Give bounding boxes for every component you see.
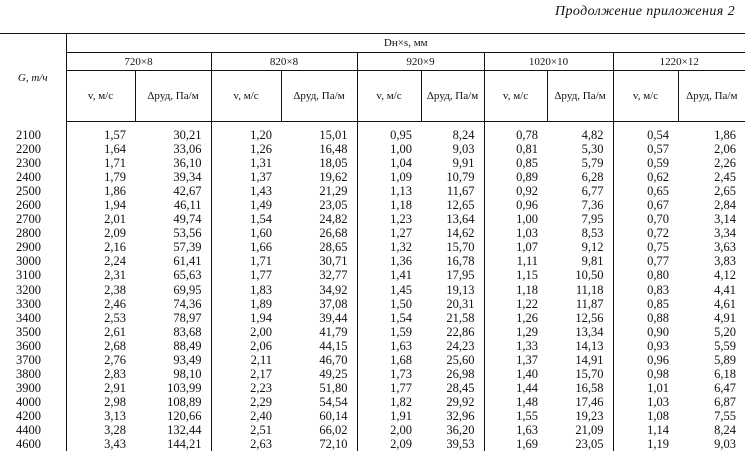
pressure-drop-cell: 57,39 [173,240,202,255]
pressure-drop-cell: 74,36 [173,296,202,311]
pressure-drop-cell: 21,58 [446,310,475,325]
pressure-drop-cell: 6,77 [581,184,604,199]
pressure-drop-cell: 51,80 [319,380,348,395]
flow-rate-cell: 3500 [0,325,66,339]
flow-rate-cell: 2800 [0,226,66,240]
table-row [0,268,745,282]
pressure-drop-cell: 88,49 [173,338,202,353]
velocity-cell: 2,01 [104,212,126,227]
velocity-cell: 1,22 [484,297,547,311]
pressure-drop-cell: 54,54 [319,394,348,409]
velocity-cell: 1,86 [104,184,126,199]
velocity-cell: 2,00 [357,423,421,437]
pressure-drop-cell: 23,05 [319,198,348,213]
pressure-drop-cell: 17,95 [446,268,475,283]
velocity-cell: 1,36 [357,254,421,268]
velocity-cell: 2,63 [211,437,281,451]
pressure-drop-cell: 39,44 [319,310,348,325]
pressure-drop-cell: 9,81 [581,254,604,269]
velocity-cell: 1,82 [357,395,421,409]
flow-rate-cell: 3200 [0,283,66,297]
flow-rate-cell: 3600 [0,339,66,353]
pressure-drop-cell: 7,95 [581,212,604,227]
pressure-drop-cell: 4,12 [714,268,737,283]
pressure-drop-cell: 11,67 [446,184,475,199]
velocity-cell: 1,00 [484,212,547,226]
velocity-cell: 1,94 [104,198,126,213]
pressure-drop-cell: 6,87 [714,394,737,409]
velocity-cell: 0,90 [613,325,678,339]
flow-rate-cell: 2200 [0,142,66,156]
velocity-cell: 0,54 [613,128,678,142]
dims-header: Dн×s, мм [66,34,745,53]
pressure-drop-cell: 12,56 [575,310,604,325]
velocity-cell: 1,26 [484,311,547,325]
velocity-cell: 0,83 [613,283,678,297]
velocity-cell: 0,70 [613,212,678,226]
pressure-drop-cell: 16,78 [446,254,475,269]
velocity-cell: 0,57 [613,142,678,156]
table-row [0,156,745,170]
table-row [0,381,745,395]
pressure-drop-cell: 7,36 [581,198,604,213]
flow-rate-cell: 3400 [0,311,66,325]
velocity-cell: 1,26 [211,142,281,156]
pressure-drop-cell: 10,50 [575,268,604,283]
velocity-cell: 1,59 [357,325,421,339]
pressure-drop-cell: 5,79 [581,156,604,171]
pressure-drop-cell: 3,63 [714,240,737,255]
velocity-cell: 1,50 [357,297,421,311]
velocity-cell: 2,68 [104,338,126,353]
pressure-drop-cell: 4,91 [714,310,737,325]
velocity-cell: 2,51 [211,423,281,437]
pressure-drop-cell: 26,98 [446,366,475,381]
pressure-drop-cell: 65,63 [173,268,202,283]
pressure-drop-cell: 26,68 [319,226,348,241]
pressure-drop-cell: 7,55 [714,408,737,423]
pressure-drop-cell: 2,45 [714,170,737,185]
velocity-cell: 1,37 [211,170,281,184]
velocity-cell: 2,40 [211,409,281,423]
pressure-drop-cell: 12,65 [446,198,475,213]
flow-rate-cell: 4000 [0,395,66,409]
pressure-drop-cell: 23,05 [575,437,604,451]
velocity-cell: 2,09 [357,437,421,451]
velocity-cell: 0,85 [613,297,678,311]
table-row [0,423,745,437]
velocity-cell: 1,08 [613,409,678,423]
pressure-drop-cell: 4,82 [581,128,604,143]
pressure-drop-cell: 60,14 [319,408,348,423]
velocity-cell: 0,88 [613,311,678,325]
flow-rate-cell: 2100 [0,128,66,142]
pressure-drop-cell: 108,89 [167,394,202,409]
pressure-drop-cell: 5,20 [714,324,737,339]
pressure-drop-cell: 15,70 [446,240,475,255]
pressure-drop-cell: 49,25 [319,366,348,381]
velocity-cell: 1,04 [357,156,421,170]
flow-rate-cell: 3700 [0,353,66,367]
pressure-drop-cell: 25,60 [446,352,475,367]
velocity-cell: 1,49 [211,198,281,212]
velocity-cell: 1,66 [211,240,281,254]
velocity-cell: 1,43 [211,184,281,198]
pressure-drop-cell: 69,95 [173,282,202,297]
pipe-size-header: 820×8 [211,53,357,71]
pressure-drop-cell: 5,89 [714,352,737,367]
velocity-cell: 0,72 [613,226,678,240]
velocity-cell: 3,13 [104,408,126,423]
table-row [0,283,745,297]
velocity-cell: 1,64 [104,142,126,157]
pressure-drop-cell: 53,56 [173,226,202,241]
flow-rate-cell: 4400 [0,423,66,437]
pipe-size-header: 1020×10 [484,53,613,71]
table-row [0,325,745,339]
pressure-drop-cell: 132,44 [167,423,202,437]
velocity-cell: 1,68 [357,353,421,367]
pressure-drop-cell: 103,99 [167,380,202,395]
pressure-drop-cell: 98,10 [173,366,202,381]
velocity-cell: 1,54 [211,212,281,226]
pressure-drop-cell: 29,92 [446,394,475,409]
velocity-cell: 2,98 [104,394,126,409]
pressure-drop-cell: 9,03 [714,437,737,451]
pressure-drop-cell: 9,91 [452,156,475,171]
velocity-header: v, м/с [613,71,678,122]
pressure-drop-cell: 4,61 [714,296,737,311]
pressure-drop-cell: 39,53 [446,437,475,451]
pressure-drop-cell: 5,30 [581,142,604,157]
flow-rate-cell: 3300 [0,297,66,311]
pressure-drop-header: Δpуд, Па/м [281,71,357,122]
table-row [0,311,745,325]
pressure-drop-cell: 19,23 [575,408,604,423]
pressure-drop-cell: 36,10 [173,156,202,171]
flow-rate-cell: 2700 [0,212,66,226]
velocity-cell: 1,48 [484,395,547,409]
pressure-drop-cell: 11,18 [575,282,604,297]
velocity-cell: 1,77 [211,268,281,282]
pressure-drop-cell: 24,23 [446,338,475,353]
velocity-cell: 2,91 [104,380,126,395]
velocity-cell: 1,89 [211,297,281,311]
pressure-drop-cell: 3,34 [714,226,737,241]
velocity-cell: 0,62 [613,170,678,184]
pressure-drop-cell: 24,82 [319,212,348,227]
velocity-cell: 1,18 [357,198,421,212]
velocity-cell: 1,00 [357,142,421,156]
pressure-drop-cell: 2,06 [714,142,737,157]
pressure-drop-cell: 2,65 [714,184,737,199]
velocity-cell: 1,71 [104,156,126,171]
pressure-drop-cell: 8,24 [452,128,475,143]
pipe-size-header: 720×8 [66,53,211,71]
velocity-cell: 1,41 [357,268,421,282]
velocity-cell: 1,79 [104,170,126,185]
pressure-drop-cell: 19,62 [319,170,348,185]
velocity-cell: 2,53 [104,310,126,325]
velocity-cell: 0,89 [484,170,547,184]
velocity-cell: 1,91 [357,409,421,423]
velocity-cell: 1,60 [211,226,281,240]
pressure-drop-cell: 3,14 [714,212,737,227]
pressure-drop-cell: 21,09 [575,423,604,437]
pressure-drop-cell: 11,87 [575,296,604,311]
velocity-cell: 2,76 [104,352,126,367]
velocity-cell: 2,46 [104,296,126,311]
flow-rate-cell: 4600 [0,437,66,451]
velocity-cell: 1,73 [357,367,421,381]
velocity-cell: 3,43 [104,437,126,451]
pressure-drop-header: Δpуд, Па/м [421,71,484,122]
velocity-cell: 1,19 [613,437,678,451]
table-row [0,353,745,367]
pressure-drop-cell: 36,20 [446,423,475,437]
velocity-cell: 0,75 [613,240,678,254]
pressure-drop-cell: 9,03 [452,142,475,157]
velocity-cell: 0,65 [613,184,678,198]
pressure-drop-cell: 39,34 [173,170,202,185]
velocity-cell: 0,92 [484,184,547,198]
velocity-cell: 2,29 [211,395,281,409]
pressure-drop-cell: 17,46 [575,394,604,409]
velocity-cell: 1,63 [484,423,547,437]
velocity-cell: 2,11 [211,353,281,367]
pressure-drop-cell: 33,06 [173,142,202,157]
table-row [0,339,745,353]
pressure-drop-header: Δpуд, Па/м [135,71,211,122]
pressure-drop-cell: 37,08 [319,296,348,311]
pressure-drop-cell: 10,79 [446,170,475,185]
velocity-cell: 0,81 [484,142,547,156]
flow-rate-cell: 2900 [0,240,66,254]
velocity-cell: 1,37 [484,353,547,367]
flow-rate-cell: 2400 [0,170,66,184]
velocity-cell: 0,96 [484,198,547,212]
velocity-header: v, м/с [357,71,421,122]
g-column-header: G, т/ч [0,34,66,122]
pressure-drop-cell: 14,91 [575,352,604,367]
pressure-drop-cell: 41,79 [319,324,348,339]
velocity-cell: 2,38 [104,282,126,297]
velocity-cell: 1,54 [357,311,421,325]
velocity-cell: 2,61 [104,324,126,339]
velocity-cell: 1,77 [357,381,421,395]
pressure-drop-cell: 8,24 [714,423,737,437]
pressure-drop-cell: 6,47 [714,380,737,395]
velocity-cell: 0,85 [484,156,547,170]
pressure-drop-cell: 13,64 [446,212,475,227]
pressure-drop-cell: 66,02 [319,423,348,437]
pressure-drop-cell: 20,31 [446,296,475,311]
velocity-cell: 1,83 [211,283,281,297]
pressure-drop-cell: 21,29 [319,184,348,199]
pressure-drop-cell: 32,96 [446,408,475,423]
pressure-drop-cell: 6,28 [581,170,604,185]
pressure-drop-cell: 30,21 [173,128,202,143]
velocity-cell: 0,98 [613,367,678,381]
velocity-cell: 1,71 [211,254,281,268]
pressure-drop-header: Δpуд, Па/м [547,71,613,122]
pressure-drop-cell: 15,01 [319,128,348,143]
pressure-drop-cell: 6,18 [714,366,737,381]
table-row [0,212,745,226]
table-row [0,254,745,268]
pressure-drop-cell: 30,71 [319,254,348,269]
pipe-size-header: 920×9 [357,53,484,71]
velocity-cell: 1,55 [484,409,547,423]
velocity-cell: 0,93 [613,339,678,353]
velocity-cell: 1,18 [484,283,547,297]
velocity-cell: 1,14 [613,423,678,437]
velocity-cell: 1,11 [484,254,547,268]
flow-rate-cell: 3000 [0,254,66,268]
pressure-drop-cell: 34,92 [319,282,348,297]
table-row [0,240,745,254]
velocity-cell: 0,96 [613,353,678,367]
flow-rate-cell: 2600 [0,198,66,212]
flow-rate-cell: 3900 [0,381,66,395]
velocity-cell: 1,03 [613,395,678,409]
table-row [0,297,745,311]
velocity-cell: 2,09 [104,226,126,241]
flow-rate-cell: 2500 [0,184,66,198]
pressure-drop-cell: 15,70 [575,366,604,381]
table-row [0,198,745,212]
pressure-drop-cell: 16,58 [575,380,604,395]
velocity-header: v, м/с [211,71,281,122]
velocity-header: v, м/с [66,71,135,122]
velocity-cell: 2,06 [211,339,281,353]
velocity-cell: 0,59 [613,156,678,170]
pressure-drop-cell: 1,86 [714,128,737,143]
flow-rate-cell: 4200 [0,409,66,423]
velocity-cell: 2,16 [104,240,126,255]
velocity-cell: 1,27 [357,226,421,240]
pressure-drop-cell: 28,45 [446,380,475,395]
pressure-drop-cell: 93,49 [173,352,202,367]
table-row [0,170,745,184]
table-row [0,128,745,142]
velocity-cell: 1,31 [211,156,281,170]
pressure-drop-cell: 3,83 [714,254,737,269]
flow-rate-cell: 3800 [0,367,66,381]
velocity-cell: 1,29 [484,325,547,339]
velocity-cell: 1,13 [357,184,421,198]
pressure-drop-header: Δpуд, Па/м [678,71,745,122]
pressure-drop-cell: 46,11 [173,198,202,213]
velocity-cell: 1,69 [484,437,547,451]
velocity-cell: 1,09 [357,170,421,184]
table-row [0,142,745,156]
pressure-drop-cell: 72,10 [319,437,348,451]
velocity-cell: 0,77 [613,254,678,268]
pressure-drop-cell: 28,65 [319,240,348,255]
velocity-cell: 0,80 [613,268,678,282]
pressure-drop-cell: 44,15 [319,338,348,353]
velocity-cell: 1,32 [357,240,421,254]
velocity-cell: 1,45 [357,283,421,297]
velocity-cell: 2,24 [104,254,126,269]
velocity-cell: 1,01 [613,381,678,395]
pressure-drop-cell: 61,41 [173,254,202,269]
velocity-cell: 1,23 [357,212,421,226]
pressure-drop-cell: 144,21 [167,437,202,451]
table-row [0,226,745,240]
velocity-cell: 2,31 [104,268,126,283]
pressure-drop-cell: 46,70 [319,352,348,367]
velocity-cell: 2,00 [211,325,281,339]
pressure-drop-cell: 8,53 [581,226,604,241]
velocity-cell: 1,57 [104,128,126,143]
pressure-drop-cell: 22,86 [446,324,475,339]
velocity-cell: 0,78 [484,128,547,142]
pressure-drop-cell: 42,67 [173,184,202,199]
velocity-cell: 1,94 [211,311,281,325]
pressure-drop-cell: 4,41 [714,282,737,297]
flow-rate-cell: 2300 [0,156,66,170]
table-row [0,184,745,198]
pressure-drop-cell: 14,13 [575,338,604,353]
pressure-drop-cell: 78,97 [173,310,202,325]
velocity-cell: 1,07 [484,240,547,254]
velocity-cell: 1,15 [484,268,547,282]
pressure-drop-cell: 19,13 [446,282,475,297]
velocity-cell: 0,95 [357,128,421,142]
pipe-size-header: 1220×12 [613,53,745,71]
pressure-drop-cell: 32,77 [319,268,348,283]
pressure-drop-cell: 120,66 [167,408,202,423]
page-caption: Продолжение приложения 2 [554,4,735,19]
pipe-table [0,33,745,451]
velocity-cell: 1,44 [484,381,547,395]
pressure-drop-cell: 83,68 [173,324,202,339]
velocity-cell: 2,83 [104,366,126,381]
pressure-drop-cell: 16,48 [319,142,348,157]
velocity-cell: 1,63 [357,339,421,353]
pressure-drop-cell: 9,12 [581,240,604,255]
velocity-cell: 1,33 [484,339,547,353]
pressure-drop-cell: 14,62 [446,226,475,241]
velocity-cell: 0,67 [613,198,678,212]
table-row [0,367,745,381]
pressure-drop-cell: 2,26 [714,156,737,171]
table-row [0,409,745,423]
velocity-cell: 1,20 [211,128,281,142]
table-row [0,437,745,451]
velocity-header: v, м/с [484,71,547,122]
velocity-cell: 2,17 [211,367,281,381]
velocity-cell: 1,03 [484,226,547,240]
flow-rate-cell: 3100 [0,268,66,282]
pressure-drop-cell: 5,59 [714,338,737,353]
pressure-drop-cell: 2,84 [714,198,737,213]
table-row [0,395,745,409]
velocity-cell: 1,40 [484,367,547,381]
pressure-drop-cell: 13,34 [575,324,604,339]
pressure-drop-cell: 18,05 [319,156,348,171]
velocity-cell: 2,23 [211,381,281,395]
velocity-cell: 3,28 [104,423,126,437]
pressure-drop-cell: 49,74 [173,212,202,227]
